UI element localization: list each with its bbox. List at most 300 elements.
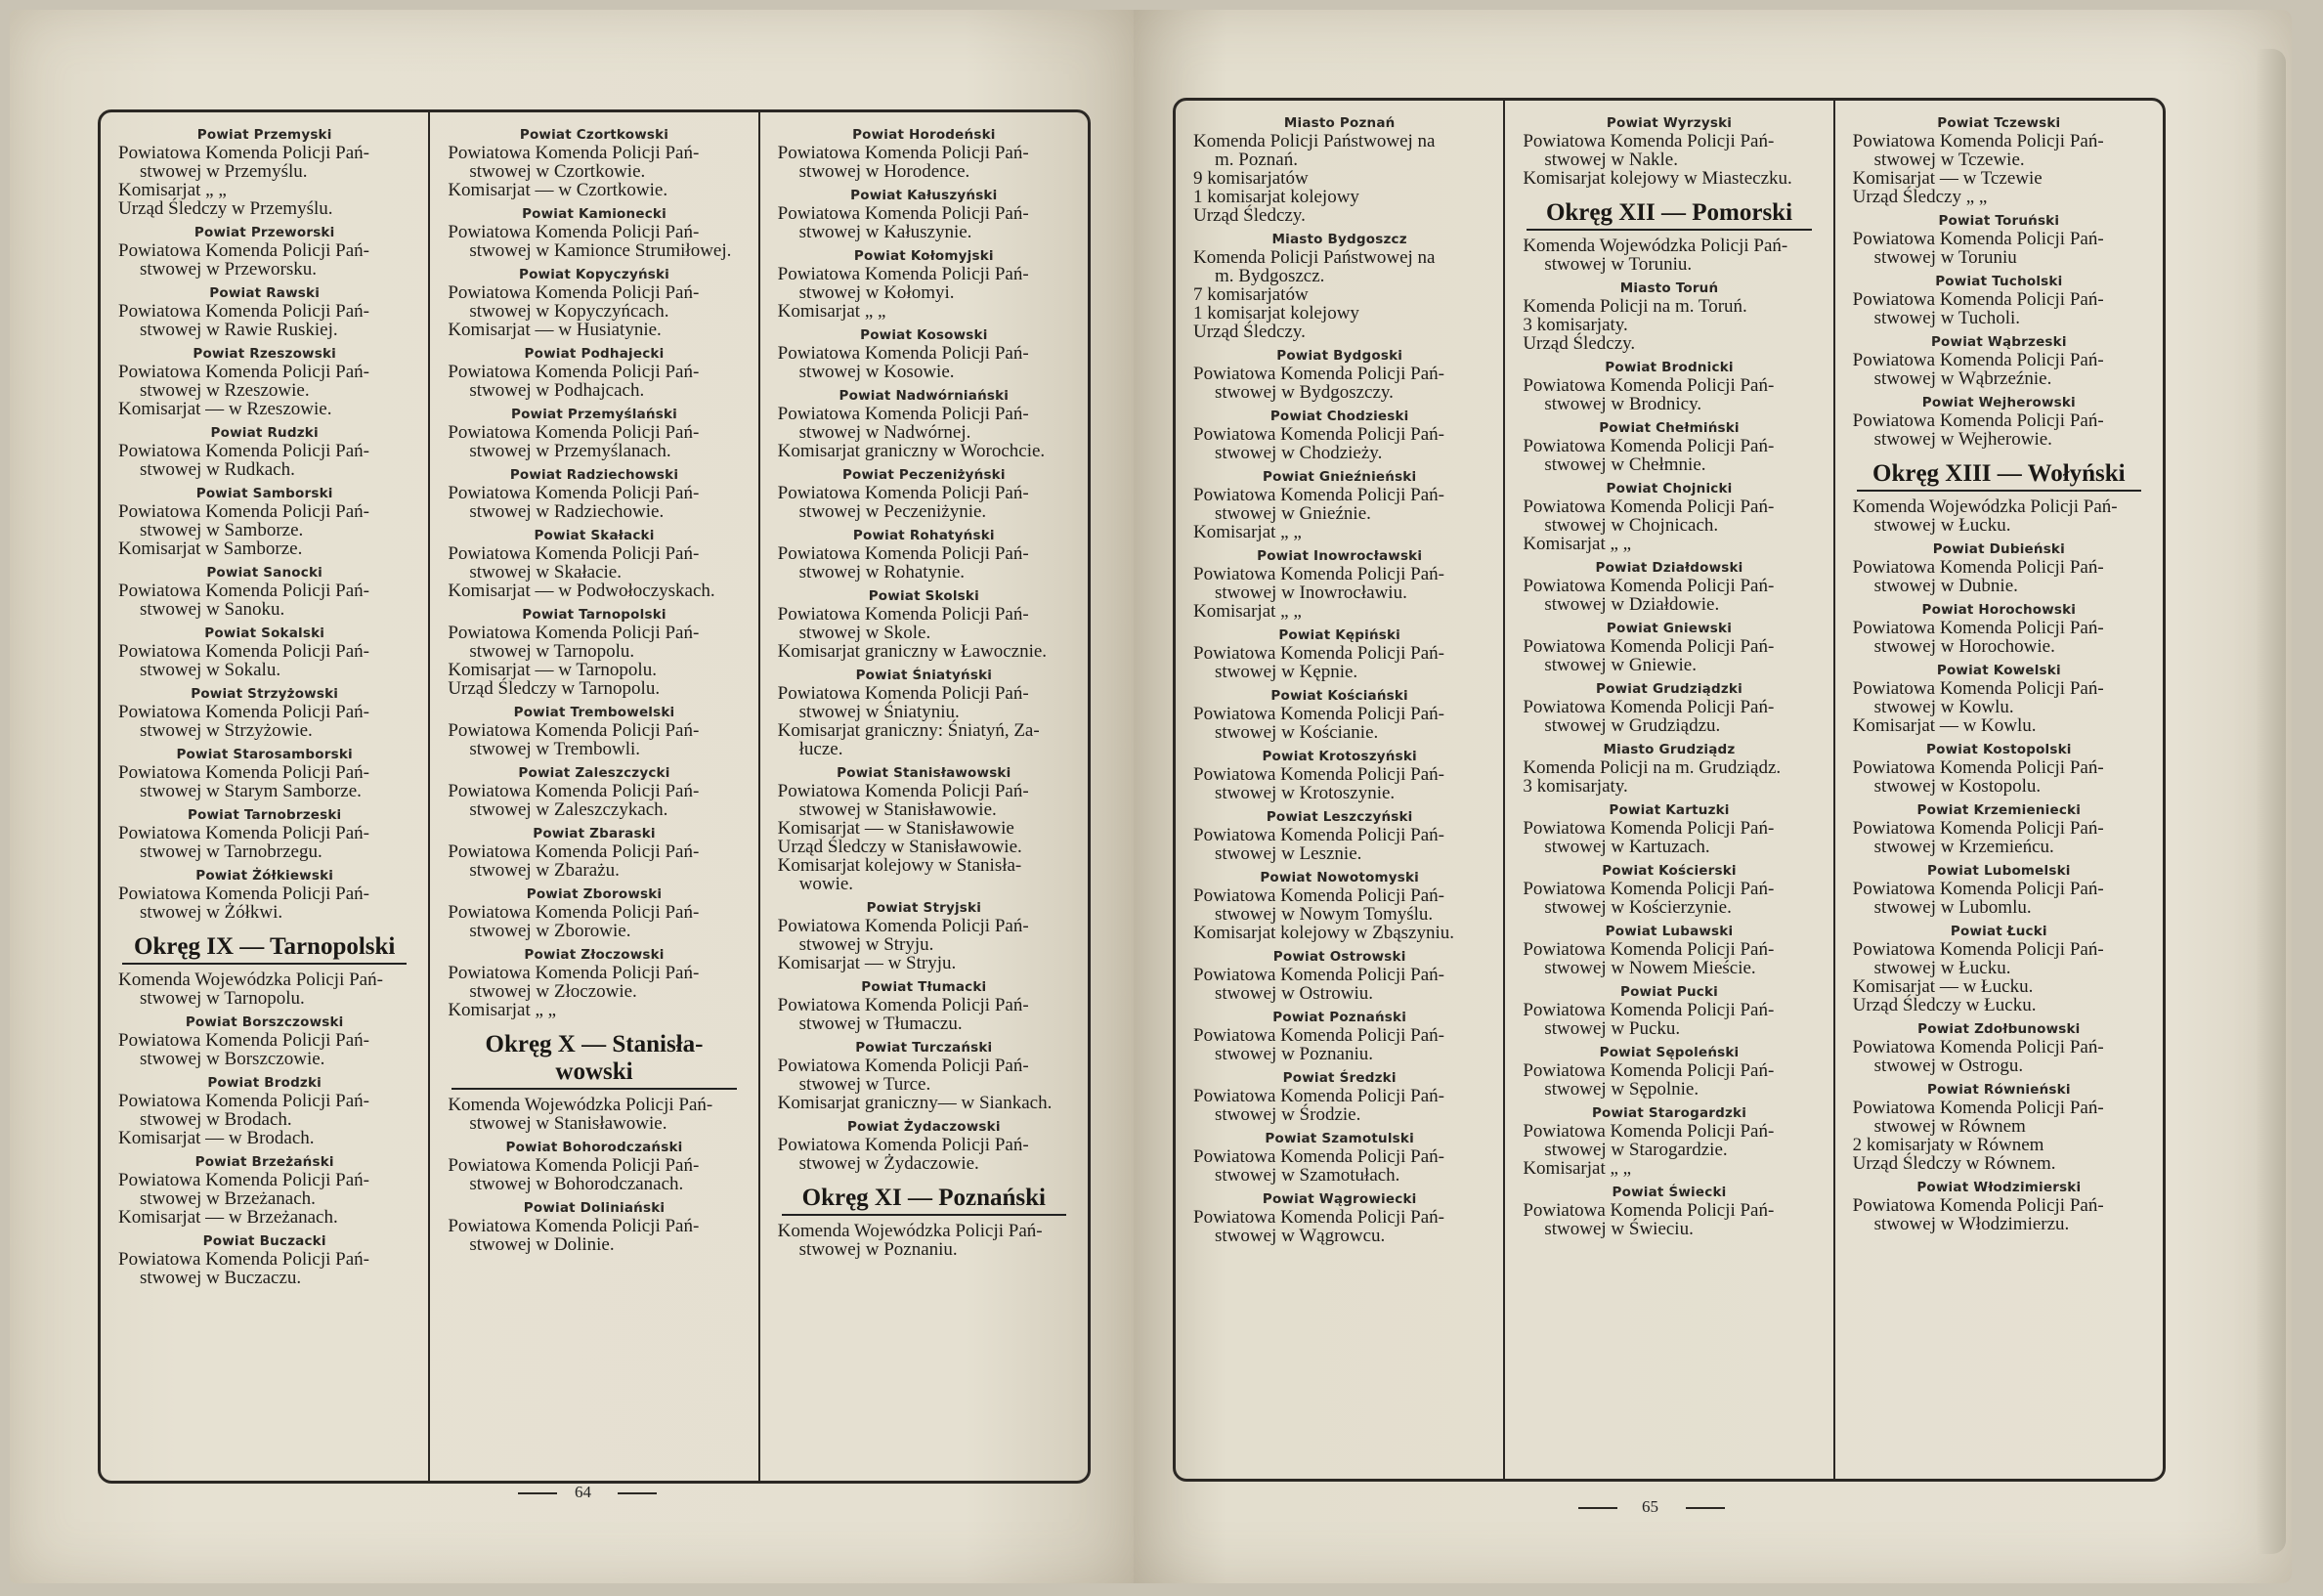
text-line: stwowej w Wągrowcu. [1215, 1226, 1386, 1246]
text-line: 2 komisarjaty w Równem [1852, 1135, 2044, 1155]
text-line: Powiatowa Komenda Policji Pań- [777, 143, 1029, 163]
text-line: Powiatowa Komenda Policji Pań- [1193, 704, 1444, 724]
entry-heading: Powiat Kamionecki [522, 206, 667, 222]
entry-text [1523, 376, 1815, 413]
entry-heading: Miasto Toruń [1619, 280, 1719, 296]
entry-text [448, 1217, 740, 1254]
text-line: Komisarjat — w Stanisławowie [777, 818, 1014, 839]
text-line: Powiatowa Komenda Policji Pań- [1852, 1098, 2104, 1118]
text-line: stwowej w Włodzimierzu. [1873, 1214, 2070, 1234]
entry-text [118, 363, 410, 418]
entry-heading: Powiat Grudziądzki [1596, 681, 1742, 697]
entry-text [1853, 497, 2145, 535]
text-line: stwowej w Zbarażu. [469, 860, 620, 881]
text-line: stwowej w Tarnopolu. [469, 641, 635, 662]
entry-text [1523, 132, 1815, 188]
entry-heading: Powiat Krzemieniecki [1916, 802, 2082, 818]
text-line: Powiatowa Komenda Policji Pań- [118, 702, 369, 722]
text-line: Powiatowa Komenda Policji Pań- [1193, 825, 1444, 845]
entry-text [118, 763, 410, 800]
text-line: Powiatowa Komenda Policji Pań- [777, 916, 1029, 936]
text-line: Powiatowa Komenda Policji Pań- [1193, 885, 1444, 906]
text-line: Komisarjat — w Brzeżanach. [118, 1207, 338, 1228]
text-line: Komisarjat graniczny— w Siankach. [777, 1093, 1053, 1113]
entry-text [1853, 880, 2145, 917]
entry-heading: Powiat Skałacki [534, 528, 655, 543]
entry-text [778, 1136, 1070, 1173]
text-line: stwowej w Złoczowie. [469, 981, 637, 1002]
text-line: Powiatowa Komenda Policji Pań- [448, 963, 700, 983]
entry-text [1193, 1208, 1485, 1245]
page-number-rule [618, 1492, 657, 1494]
text-line: Powiatowa Komenda Policji Pań- [1523, 697, 1775, 717]
entry-heading: Powiat Zbaraski [533, 826, 656, 841]
text-line: stwowej w Kostopolu. [1873, 776, 2042, 797]
entry-heading: Powiat Ostrowski [1272, 949, 1406, 965]
entry-text [448, 964, 740, 1019]
column [1833, 101, 2163, 1479]
text-line: Powiatowa Komenda Policji Pań- [777, 995, 1029, 1015]
entry-heading: Powiat Rohatyński [852, 528, 995, 543]
text-line: stwowej w Skałacie. [469, 562, 622, 582]
entry-text [1193, 765, 1485, 802]
entry-text [1853, 819, 2145, 856]
text-line: Powiatowa Komenda Policji Pań- [118, 240, 369, 261]
entry-text [118, 1031, 410, 1068]
column [101, 112, 428, 1481]
entry-text [1193, 486, 1485, 541]
entry-text [1523, 940, 1815, 977]
text-line: Urząd Śledczy w Równem. [1852, 1153, 2056, 1174]
text-line: Komenda Policji Państwowej na [1193, 247, 1436, 268]
entry-heading: Powiat Śniatyński [855, 668, 993, 683]
text-line: Powiatowa Komenda Policji Pań- [777, 781, 1029, 801]
district-heading-text: Okręg XII — Pomorski [1545, 199, 1793, 226]
column [1176, 101, 1503, 1479]
text-line: Powiatowa Komenda Policji Pań- [1523, 636, 1775, 657]
entry-heading: Powiat Wągrowiecki [1262, 1191, 1417, 1207]
text-line: stwowej w Przemyślu. [140, 161, 308, 182]
entry-text [778, 917, 1070, 972]
entry-heading: Powiat Kowelski [1936, 663, 2061, 678]
entry-heading: Powiat Tucholski [1935, 274, 2063, 289]
text-line: Komisarjat — w Podwołoczyskach. [448, 581, 715, 601]
text-line: stwowej w Śniatyniu. [798, 702, 960, 722]
entry-text [778, 996, 1070, 1033]
entry-heading: Powiat Lubawski [1605, 924, 1734, 939]
text-line: stwowej w Podhajcach. [469, 380, 645, 401]
entry-heading: Powiat Borszczowski [185, 1014, 344, 1030]
entry-heading: Powiat Pucki [1619, 984, 1719, 1000]
entry-heading: Powiat Horochowski [1921, 602, 2077, 618]
text-line: Komenda Wojewódzka Policji Pań- [1523, 236, 1788, 256]
entry-heading: Powiat Kępiński [1278, 627, 1401, 643]
text-line: Powiatowa Komenda Policji Pań- [1523, 496, 1775, 517]
district-heading-underline [1857, 490, 2141, 492]
entry-text [778, 684, 1070, 758]
entry-text [778, 405, 1070, 460]
text-line: Komenda Wojewódzka Policji Pań- [777, 1221, 1043, 1241]
entry-text [778, 204, 1070, 241]
entry-text [448, 423, 740, 460]
text-line: Powiatowa Komenda Policji Pań- [448, 362, 700, 382]
entry-text [778, 1222, 1070, 1259]
entry-text [778, 144, 1070, 181]
entry-text [118, 642, 410, 679]
text-line: stwowej w Stryju. [798, 934, 934, 955]
text-line: stwowej w Wejherowie. [1873, 429, 2052, 450]
entry-text [1193, 425, 1485, 462]
entry-text [778, 484, 1070, 521]
text-line: łucze. [798, 739, 843, 759]
entry-text [1193, 966, 1485, 1003]
text-line: stwowej w Pucku. [1544, 1018, 1681, 1039]
text-line: Powiatowa Komenda Policji Pań- [118, 301, 369, 322]
entry-text [1853, 558, 2145, 595]
entry-heading: Miasto Grudziądz [1603, 742, 1736, 757]
entry-heading: Powiat Buczacki [202, 1233, 326, 1249]
text-line: stwowej w Chojnicach. [1544, 515, 1719, 536]
entry-heading: Powiat Brzeżański [194, 1154, 334, 1170]
text-line: stwowej w Ostrogu. [1873, 1056, 2024, 1076]
text-line: Urząd Śledczy w Przemyślu. [118, 198, 333, 219]
text-line: stwowej w Łucku. [1873, 515, 2011, 536]
entry-heading: Powiat Wejherowski [1921, 395, 2076, 410]
text-line: stwowej w Kołomyi. [798, 282, 955, 303]
entry-heading: Powiat Działdowski [1595, 560, 1743, 576]
entry-text [1853, 619, 2145, 656]
text-line: stwowej w Trembowli. [469, 739, 641, 759]
text-line: Komenda Policji na m. Grudziądz. [1523, 757, 1782, 778]
text-line: Powiatowa Komenda Policji Pań- [1193, 643, 1444, 664]
entry-text [1193, 1087, 1485, 1124]
entry-text [118, 442, 410, 479]
text-line: Powiatowa Komenda Policji Pań- [448, 143, 700, 163]
entry-text [1523, 577, 1815, 614]
text-line: Powiatowa Komenda Policji Pań- [1193, 564, 1444, 584]
entry-text [1853, 351, 2145, 388]
text-line: Komisarjat — w Łucku. [1852, 976, 2034, 997]
text-line: stwowej w Toruniu [1873, 247, 2017, 268]
text-line: Powiatowa Komenda Policji Pań- [1852, 757, 2104, 778]
text-line: Komenda Wojewódzka Policji Pań- [118, 970, 383, 990]
text-line: stwowej w Kosowie. [798, 362, 955, 382]
text-line: Powiatowa Komenda Policji Pań- [777, 1056, 1029, 1076]
entry-text [1193, 705, 1485, 742]
entry-text [448, 1156, 740, 1193]
text-line: Powiatowa Komenda Policji Pań- [1523, 131, 1775, 151]
text-line: Powiatowa Komenda Policji Pań- [1523, 1000, 1775, 1020]
text-line: Powiatowa Komenda Policji Pań- [1852, 678, 2104, 699]
text-line: stwowej w Przeworsku. [140, 259, 318, 280]
entry-text [1523, 819, 1815, 856]
entry-text [448, 842, 740, 880]
entry-text [448, 782, 740, 819]
entry-heading: Powiat Dubieński [1932, 541, 2065, 557]
text-line: Powiatowa Komenda Policji Pań- [1523, 1200, 1775, 1221]
text-line: Powiatowa Komenda Policji Pań- [118, 641, 369, 662]
text-line: stwowej w Szamotułach. [1215, 1165, 1400, 1186]
text-line: Powiatowa Komenda Policji Pań- [1852, 1195, 2104, 1216]
text-line: Powiatowa Komenda Policji Pań- [448, 1155, 700, 1176]
entry-text [118, 884, 410, 922]
text-line: Komenda Wojewódzka Policji Pań- [1852, 496, 2118, 517]
entry-text [1853, 230, 2145, 267]
text-line: Powiatowa Komenda Policji Pań- [1852, 229, 2104, 249]
entry-heading: Powiat Kostopolski [1926, 742, 2072, 757]
entry-heading: Powiat Tarnobrzeski [187, 807, 342, 823]
text-line: 1 komisarjat kolejowy [1193, 303, 1359, 324]
entry-text [778, 1057, 1070, 1112]
entry-text [778, 605, 1070, 661]
text-line: Komisarjat — w Tarnopolu. [448, 660, 657, 680]
entry-heading: Powiat Łucki [1950, 924, 2047, 939]
page-number-left: 64 [575, 1483, 591, 1501]
text-line: Powiatowa Komenda Policji Pań- [1193, 485, 1444, 505]
text-line: stwowej w Toruniu. [1544, 254, 1693, 275]
entry-text [448, 363, 740, 400]
text-line: Powiatowa Komenda Policji Pań- [777, 404, 1029, 424]
entry-heading: Powiat Peczeniżyński [841, 467, 1006, 483]
right-columns [1176, 101, 2163, 1479]
text-line: stwowej w Gniewie. [1544, 655, 1697, 675]
text-line: Komisarjat w Samborze. [118, 539, 303, 559]
entry-heading: Powiat Kołomyjski [853, 248, 994, 264]
text-line: stwowej w Krotoszynie. [1215, 783, 1396, 803]
entry-text [1523, 237, 1815, 274]
text-line: Powiatowa Komenda Policji Pań- [1193, 1207, 1444, 1228]
text-line: Powiatowa Komenda Policji Pań- [448, 222, 700, 242]
entry-text [118, 144, 410, 218]
text-line: Powiatowa Komenda Policji Pań- [118, 823, 369, 843]
entry-text [118, 703, 410, 740]
text-line: Komisarjat kolejowy w Miasteczku. [1523, 168, 1792, 189]
entry-text [778, 544, 1070, 582]
entry-heading: Powiat Chełmiński [1599, 420, 1740, 436]
text-line: Komisarjat „ „ [448, 1000, 557, 1020]
entry-text [448, 223, 740, 260]
entry-heading: Powiat Wąbrzeski [1930, 334, 2067, 350]
text-line: Urząd Śledczy w Tarnopolu. [448, 678, 661, 699]
text-line: stwowej w Grudziądzu. [1544, 715, 1721, 736]
text-line: Powiatowa Komenda Policji Pań- [118, 581, 369, 601]
entry-text [1193, 365, 1485, 402]
entry-text [118, 1092, 410, 1147]
entry-text [1193, 644, 1485, 681]
text-line: stwowej w Tarnobrzegu. [140, 841, 323, 862]
entry-text [1523, 497, 1815, 553]
text-line: stwowej w Samborze. [140, 520, 304, 540]
text-line: Komisarjat graniczny w Worochcie. [777, 441, 1046, 461]
text-line: stwowej w Dolinie. [469, 1234, 615, 1255]
text-line: stwowej w Turce. [798, 1074, 931, 1095]
text-line: Powiatowa Komenda Policji Pań- [777, 264, 1029, 284]
text-line: Powiatowa Komenda Policji Pań- [448, 1216, 700, 1236]
entry-heading: Powiat Tarnopolski [522, 607, 667, 623]
text-line: Komisarjat — w Brodach. [118, 1128, 315, 1148]
text-line: stwowej w Borszczowie. [140, 1049, 325, 1069]
entry-text [1523, 297, 1815, 353]
left-columns [101, 112, 1088, 1481]
entry-text [448, 1096, 740, 1133]
text-line: stwowej w Chodzieży. [1215, 443, 1383, 463]
district-heading-underline [782, 1214, 1066, 1216]
entry-heading: Powiat Trembowelski [513, 705, 675, 720]
text-line: Powiatowa Komenda Policji Pań- [448, 282, 700, 303]
entry-heading: Powiat Gnieźnieński [1263, 469, 1417, 485]
entry-heading: Powiat Lubomelski [1927, 863, 2071, 879]
text-line: stwowej w Stanisławowie. [798, 799, 997, 820]
entry-heading: Powiat Szamotulski [1265, 1131, 1414, 1146]
text-line: Komisarjat — w Kowlu. [1852, 715, 2037, 736]
entry-heading: Miasto Bydgoszcz [1271, 232, 1407, 247]
text-line: stwowej w Żydaczowie. [798, 1153, 979, 1174]
district-heading-text: Okręg X — Stanisła- wowski [485, 1031, 704, 1085]
text-line: Powiatowa Komenda Policji Pań- [448, 543, 700, 564]
entry-text [1853, 679, 2145, 735]
entry-text [1853, 1099, 2145, 1173]
text-line: Powiatowa Komenda Policji Pań- [118, 1091, 369, 1111]
text-line: stwowej w Łucku. [1873, 958, 2011, 978]
entry-text [448, 283, 740, 339]
text-line: Urząd Śledczy w Stanisławowie. [777, 837, 1022, 857]
text-line: stwowej w Radziechowie. [469, 501, 665, 522]
entry-text [778, 344, 1070, 381]
column [758, 112, 1088, 1481]
text-line: stwowej w Strzyżowie. [140, 720, 313, 741]
district-heading-text: Okręg XIII — Wołyński [1872, 460, 2126, 487]
text-line: stwowej w Żółkwi. [140, 902, 283, 923]
text-line: Komisarjat graniczny: Śniatyń, Za- [777, 720, 1040, 741]
entry-heading: Powiat Doliniański [523, 1200, 666, 1216]
text-line: stwowej w Rudkach. [140, 459, 295, 480]
text-line: Powiatowa Komenda Policji Pań- [777, 483, 1029, 503]
entry-heading: Powiat Przemyślański [510, 407, 677, 422]
text-line: Komisarjat kolejowy w Zbąszyniu. [1193, 923, 1455, 943]
text-line: stwowej w Horochowie. [1873, 636, 2055, 657]
district-heading-text: Okręg XI — Poznański [801, 1185, 1046, 1211]
entry-heading: Powiat Rzeszowski [193, 346, 336, 362]
text-line: Urząd Śledczy w Łucku. [1852, 995, 2037, 1015]
text-line: Powiatowa Komenda Policji Pań- [118, 143, 369, 163]
entry-text [448, 144, 740, 199]
text-line: Powiatowa Komenda Policji Pań- [1523, 436, 1775, 456]
text-line: Komenda Policji Państwowej na [1193, 131, 1436, 151]
entry-heading: Powiat Nadwórniański [839, 388, 1010, 404]
text-line: Powiatowa Komenda Policji Pań- [1852, 879, 2104, 899]
text-line: stwowej w Kartuzach. [1544, 837, 1710, 857]
text-line: stwowej w Rohatynie. [798, 562, 966, 582]
text-line: Komisarjat „ „ [1193, 601, 1302, 622]
text-line: stwowej w Nowem Mieście. [1544, 958, 1756, 978]
text-line: Powiatowa Komenda Policji Pań- [1193, 965, 1444, 985]
entry-heading: Powiat Rawski [209, 285, 321, 301]
text-line: m. Poznań. [1215, 150, 1298, 170]
entry-heading: Powiat Kościerski [1602, 863, 1737, 879]
text-line: stwowej w Zborowie. [469, 921, 631, 941]
text-line: Powiatowa Komenda Policji Pań- [1193, 1146, 1444, 1167]
entry-text [448, 624, 740, 698]
text-line: stwowej w Brodnicy. [1544, 394, 1702, 414]
text-line: stwowej w Buczaczu. [140, 1268, 302, 1288]
text-line: stwowej w Nakle. [1544, 150, 1678, 170]
text-line: stwowej w Krzemieńcu. [1873, 837, 2054, 857]
entry-heading: Powiat Chojnicki [1606, 481, 1733, 496]
text-line: stwowej w Stanisławowie. [469, 1113, 667, 1134]
text-line: Urząd Śledczy „ „ [1852, 187, 1988, 207]
text-line: stwowej w Lubomlu. [1873, 897, 2032, 918]
entry-heading: Powiat Starogardzki [1591, 1105, 1747, 1121]
text-line: Powiatowa Komenda Policji Pań- [1523, 576, 1775, 596]
text-line: stwowej w Peczeniżynie. [798, 501, 987, 522]
text-line: Powiatowa Komenda Policji Pań- [1193, 1086, 1444, 1106]
entry-heading: Powiat Turczański [855, 1040, 993, 1056]
entry-heading: Powiat Toruński [1938, 213, 2060, 229]
text-line: stwowej w Sanoku. [140, 599, 285, 620]
text-line: Komisarjat — w Tczewie [1852, 168, 2043, 189]
entry-heading: Powiat Inowrocławski [1257, 548, 1423, 564]
text-line: Komisarjat „ „ [118, 180, 227, 200]
text-line: Komisarjat — w Husiatynie. [448, 320, 662, 340]
entry-heading: Powiat Zborowski [526, 886, 663, 902]
text-line: stwowej w Brzeżanach. [140, 1188, 316, 1209]
entry-heading: Powiat Świecki [1612, 1185, 1727, 1200]
text-line: Powiatowa Komenda Policji Pań- [777, 683, 1029, 704]
text-line: stwowej w Gnieźnie. [1215, 503, 1371, 524]
text-line: stwowej w Skole. [798, 623, 931, 643]
entry-text [118, 1171, 410, 1227]
text-line: Powiatowa Komenda Policji Pań- [1852, 557, 2104, 578]
entry-text [1523, 758, 1815, 796]
text-line: Powiatowa Komenda Policji Pań- [1852, 131, 2104, 151]
text-line: Powiatowa Komenda Policji Pań- [777, 1135, 1029, 1155]
entry-heading: Powiat Podhajecki [524, 346, 665, 362]
text-line: Powiatowa Komenda Policji Pań- [118, 884, 369, 904]
entry-heading: Powiat Kopyczyński [518, 267, 669, 282]
entry-heading: Powiat Chodzieski [1269, 409, 1409, 424]
district-heading [778, 1185, 1070, 1216]
text-line: stwowej w Sępolnie. [1544, 1079, 1699, 1100]
entry-heading: Powiat Zdołbunowski [1917, 1021, 2081, 1037]
entry-text [448, 544, 740, 600]
text-line: stwowej w Poznaniu. [798, 1239, 958, 1260]
text-line: stwowej w Bohorodczanach. [469, 1174, 684, 1194]
entry-text [118, 971, 410, 1008]
entry-text [118, 502, 410, 558]
entry-heading: Powiat Rudzki [210, 425, 319, 441]
district-heading [118, 933, 410, 965]
entry-heading: Powiat Gniewski [1606, 621, 1733, 636]
entry-text [1523, 1061, 1815, 1099]
entry-heading: Powiat Żydaczowski [846, 1119, 1001, 1135]
entry-heading: Powiat Tłumacki [861, 979, 987, 995]
district-heading [1853, 460, 2145, 492]
entry-text [118, 582, 410, 619]
text-line: Powiatowa Komenda Policji Pań- [118, 1170, 369, 1190]
entry-text [448, 903, 740, 940]
entry-heading: Powiat Poznański [1272, 1010, 1407, 1025]
text-line: stwowej w Ostrowiu. [1215, 983, 1374, 1004]
entry-text [1523, 698, 1815, 735]
text-line: stwowej w Brodach. [140, 1109, 292, 1130]
text-line: stwowej w Tucholi. [1873, 308, 2021, 328]
entry-text [1523, 637, 1815, 674]
text-line: Powiatowa Komenda Policji Pań- [1523, 1121, 1775, 1142]
text-line: Powiatowa Komenda Policji Pań- [448, 422, 700, 443]
entry-text [448, 721, 740, 758]
text-line: stwowej w Bydgoszczy. [1215, 382, 1394, 403]
text-line: stwowej w Sokalu. [140, 660, 281, 680]
